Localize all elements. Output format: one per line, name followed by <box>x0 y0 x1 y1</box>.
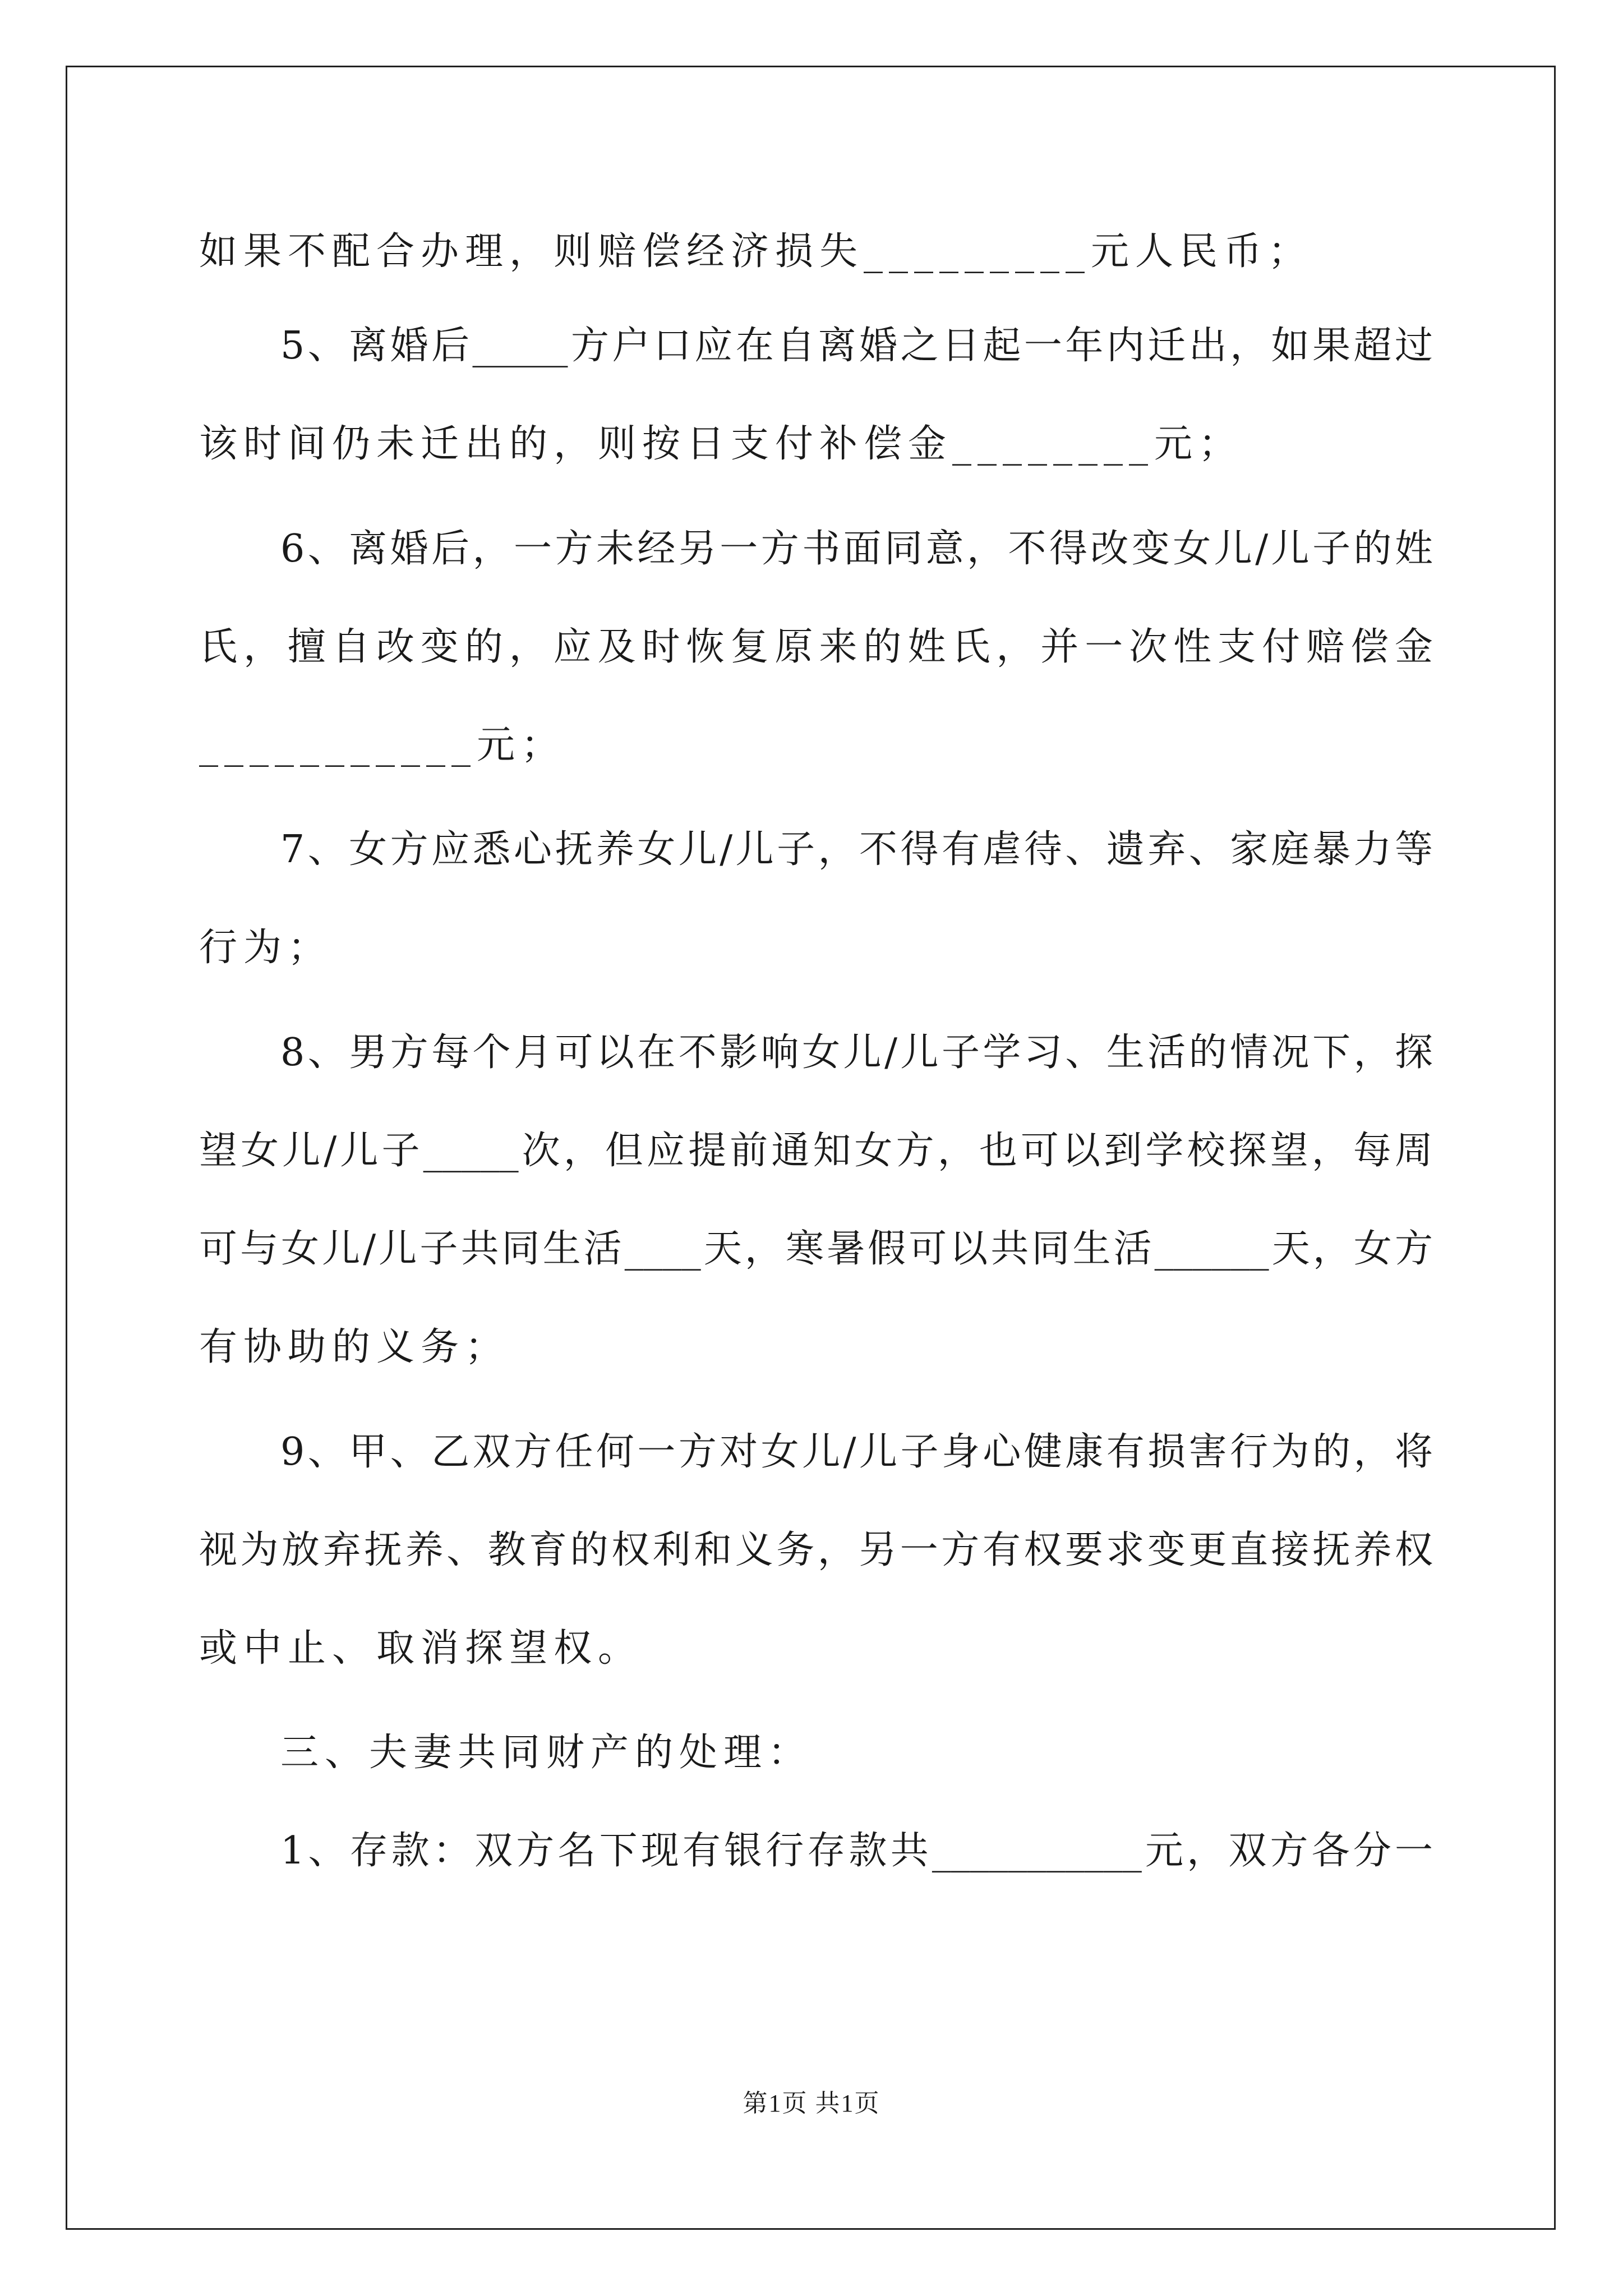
clause-8-line-1: 8、男方每个月可以在不影响女儿/儿子学习、生活的情况下，探 <box>280 1030 1433 1075</box>
savings-clause-line-1: 1、存款：双方名下现有银行存款共___________元，双方各分一 <box>280 1829 1433 1873</box>
clause-5-line-2: 该时间仍未迁出的，则按日支付补偿金________元； <box>199 422 1243 466</box>
clause-9-line-2: 视为放弃抚养、教育的权利和义务，另一方有权要求变更直接抚养权 <box>199 1528 1433 1572</box>
clause-9-line-1: 9、甲、乙双方任何一方对女儿/儿子身心健康有损害行为的，将 <box>280 1430 1433 1474</box>
text-line: 如果不配合办理，则赔偿经济损失_________元人民币； <box>199 229 1313 274</box>
clause-6-line-3: ___________元； <box>199 723 566 767</box>
clause-8-line-3: 可与女儿/儿子共同生活____天，寒暑假可以共同生活______天，女方 <box>199 1227 1433 1271</box>
clause-8-line-2: 望女儿/儿子_____次，但应提前通知女方，也可以到学校探望，每周 <box>199 1129 1433 1173</box>
page-number-footer: 第1页 共1页 <box>743 2090 880 2117</box>
clause-6-line-1: 6、离婚后，一方未经另一方书面同意，不得改变女儿/儿子的姓 <box>280 527 1433 571</box>
section-heading: 三、夫妻共同财产的处理： <box>280 1731 813 1775</box>
clause-7-line-2: 行为； <box>199 926 333 970</box>
clause-6-line-2: 氏，擅自改变的，应及时恢复原来的姓氏，并一次性支付赔偿金 <box>199 625 1433 669</box>
clause-7-line-1: 7、女方应悉心抚养女儿/儿子，不得有虐待、遗弃、家庭暴力等 <box>280 827 1433 872</box>
clause-8-line-4: 有协助的义务； <box>199 1325 510 1369</box>
clause-5-line-1: 5、离婚后_____方户口应在自离婚之日起一年内迁出，如果超过 <box>280 324 1433 368</box>
clause-9-line-3: 或中止、取消探望权。 <box>199 1626 643 1671</box>
